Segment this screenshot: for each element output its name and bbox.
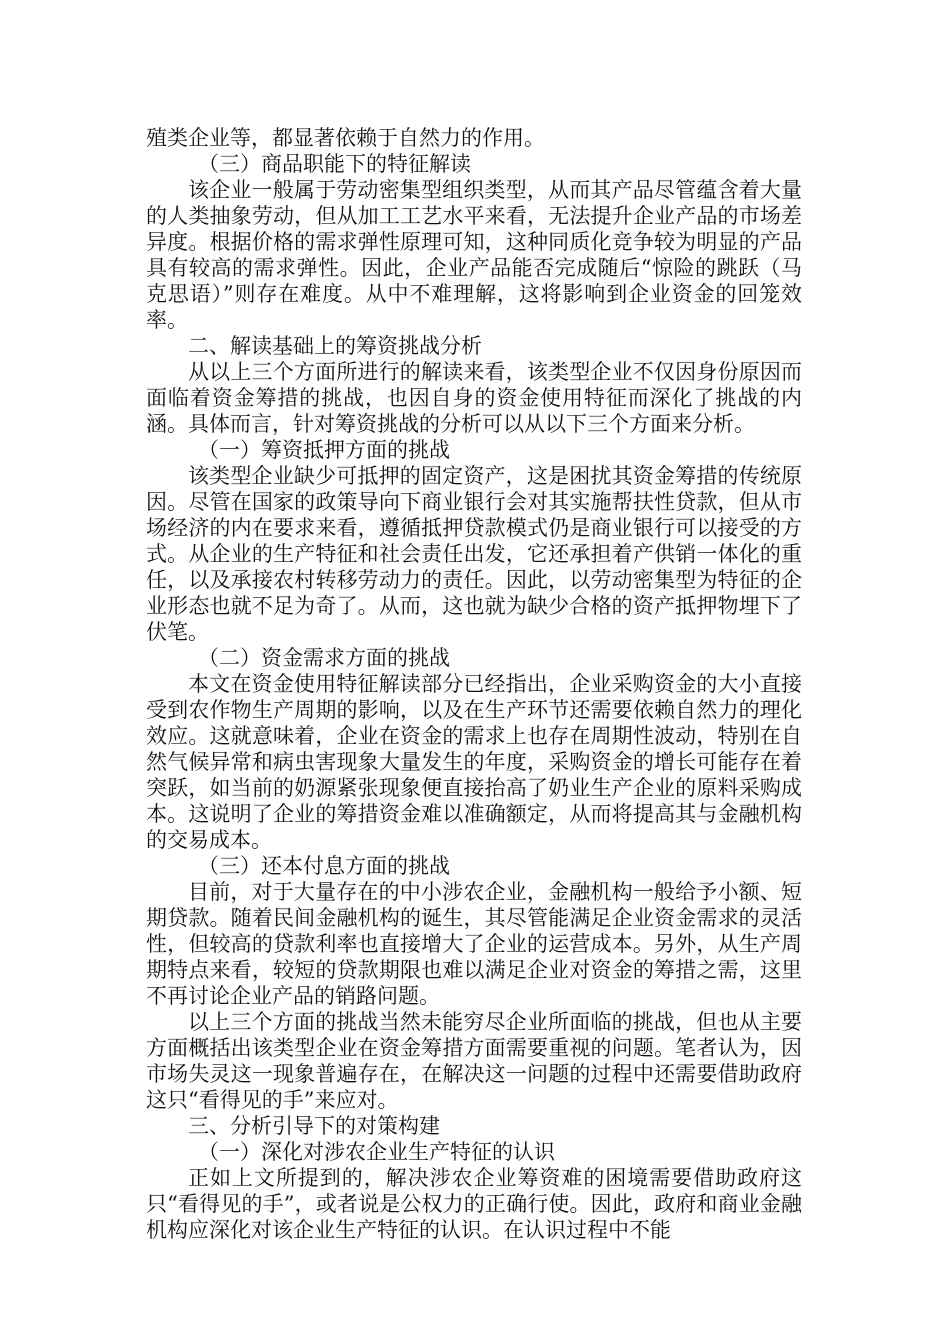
section-heading: 三、分析引导下的对策构建 bbox=[188, 1114, 440, 1138]
body-paragraph: 该类型企业缺少可抵押的固定资产，这是困扰其资金筹措的传统原因。尽管在国家的政策导向下商业银行会对其实施帮扶性贷款，但从市场经济的内在要求来看，遵循抵押贷款模式仍是商业银行可以接受的方式。从企业的生产特征和社会责任出发，它还承担着产供销一体化的重任，以及承接农村转移劳动力的责任。因此，以劳动密集型为特征的企业形态也就不足为奇了。从而，这也就为缺少合格的资产抵押物埋下了伏笔。 bbox=[146, 464, 802, 644]
paragraph-continuation: 殖类企业等，都显著依赖于自然力的作用。 bbox=[146, 126, 545, 150]
section-subheading: （一）筹资抵押方面的挑战 bbox=[198, 438, 450, 462]
section-subheading: （二）资金需求方面的挑战 bbox=[198, 646, 450, 670]
body-paragraph: 以上三个方面的挑战当然未能穷尽企业所面临的挑战，但也从主要方面概括出该类型企业在资金筹措方面需要重视的问题。笔者认为，因市场失灵这一现象普遍存在，在解决这一问题的过程中还需要借助政府这只“看得见的手”来应对。 bbox=[146, 1010, 802, 1112]
section-heading: 二、解读基础上的筹资挑战分析 bbox=[188, 334, 482, 358]
body-paragraph: 从以上三个方面所进行的解读来看，该类型企业不仅因身份原因而面临着资金筹措的挑战，也因自身的资金使用特征而深化了挑战的内涵。具体而言，针对筹资挑战的分析可以从以下三个方面来分析。 bbox=[146, 360, 802, 436]
body-paragraph: 正如上文所提到的，解决涉农企业筹资难的困境需要借助政府这只“看得见的手”，或者说是公权力的正确行使。因此，政府和商业金融机构应深化对该企业生产特征的认识。在认识过程中不能 bbox=[146, 1166, 802, 1242]
body-paragraph: 本文在资金使用特征解读部分已经指出，企业采购资金的大小直接受到农作物生产周期的影响，以及在生产环节还需要依赖自然力的理化效应。这就意味着，企业在资金的需求上也存在周期性波动，特别在自然气候异常和病虫害现象大量发生的年度，采购资金的增长可能存在着突跃，如当前的奶源紧张现象便直接抬高了奶业生产企业的原料采购成本。这说明了企业的筹措资金难以准确额定，从而将提高其与金融机构的交易成本。 bbox=[146, 672, 802, 852]
body-paragraph: 目前，对于大量存在的中小涉农企业，金融机构一般给予小额、短期贷款。随着民间金融机构的诞生，其尽管能满足企业资金需求的灵活性，但较高的贷款利率也直接增大了企业的运营成本。另外，从生产周期特点来看，较短的贷款期限也难以满足企业对资金的筹措之需，这里不再讨论企业产品的销路问题。 bbox=[146, 880, 802, 1008]
section-subheading: （三）还本付息方面的挑战 bbox=[198, 854, 450, 878]
body-paragraph: 该企业一般属于劳动密集型组织类型，从而其产品尽管蕴含着大量的人类抽象劳动，但从加工工艺水平来看，无法提升企业产品的市场差异度。根据价格的需求弹性原理可知，这种同质化竞争较为明显的产品具有较高的需求弹性。因此，企业产品能否完成随后“惊险的跳跃（马克思语）”则存在难度。从中不难理解，这将影响到企业资金的回笼效率。 bbox=[146, 178, 802, 332]
section-subheading: （三）商品职能下的特征解读 bbox=[198, 152, 471, 176]
section-subheading: （一）深化对涉农企业生产特征的认识 bbox=[198, 1140, 555, 1164]
document-body bbox=[146, 125, 802, 1243]
